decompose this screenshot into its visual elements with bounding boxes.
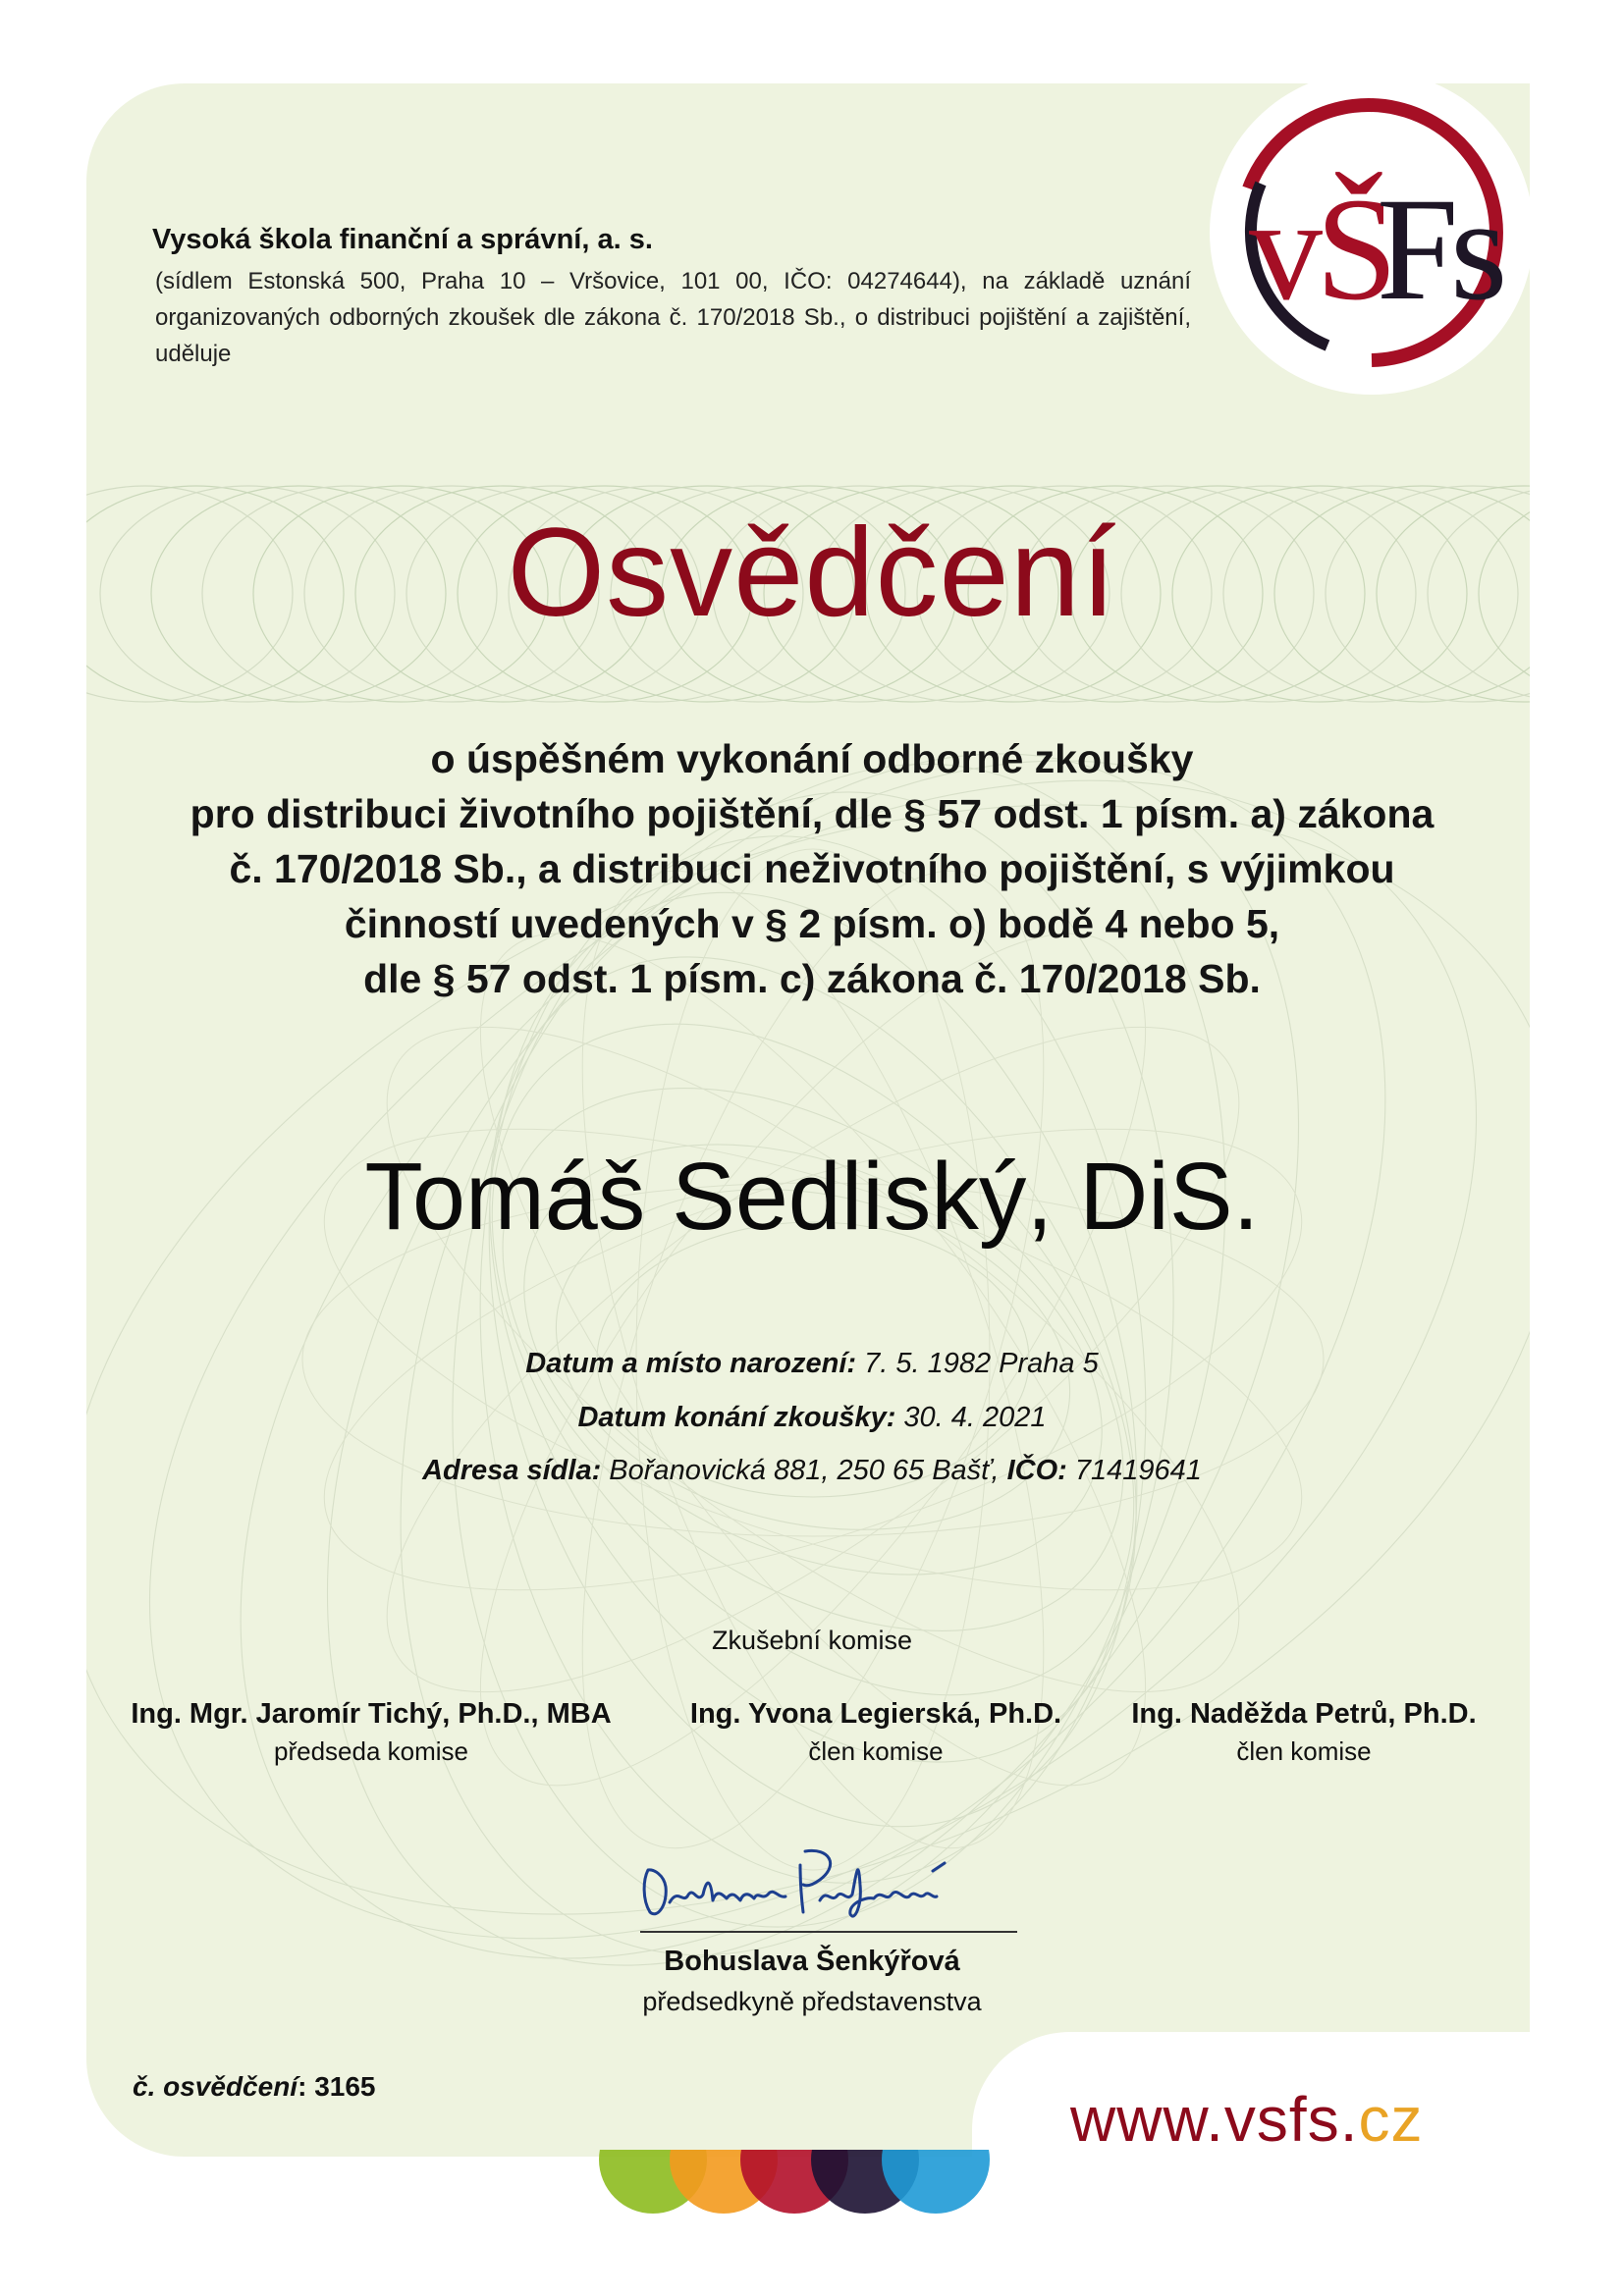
member-name: Ing. Yvona Legierská, Ph.D. — [689, 1698, 1062, 1730]
document-title: Osvědčení — [507, 503, 1117, 643]
website-link[interactable] — [1070, 2083, 1423, 2156]
committee-member — [1029, 1698, 1579, 1767]
member-role: člen komise — [808, 1736, 944, 1766]
birth-label: Datum a místo narození: — [525, 1348, 857, 1379]
decorative-dot — [882, 2150, 990, 2214]
address-label: Adresa sídla: — [422, 1455, 602, 1486]
website-tld: cz — [1358, 2084, 1424, 2155]
exam-detail — [0, 1402, 1624, 1434]
subtitle-line: pro distribuci životního pojištění, dle § 57 odst. 1 písm. a) zákona — [189, 791, 1435, 836]
svg-text:v: v — [1249, 168, 1323, 331]
certificate-number — [133, 2071, 376, 2103]
certificate-number-label: č. osvědčení — [133, 2071, 298, 2102]
member-role: člen komise — [1236, 1736, 1372, 1766]
certificate-subtitle — [39, 731, 1585, 1006]
member-name: Ing. Mgr. Jaromír Tichý, Ph.D., MBA — [131, 1698, 612, 1730]
exam-value: 30. 4. 2021 — [895, 1402, 1047, 1433]
svg-text:s: s — [1450, 168, 1508, 331]
issuer-name: Vysoká škola finanční a správní, a. s. — [152, 224, 653, 255]
birth-detail — [0, 1348, 1624, 1380]
birth-value: 7. 5. 1982 Praha 5 — [856, 1348, 1099, 1379]
issuer-description: (sídlem Estonská 500, Praha 10 – Vršovice, 101 00, IČO: 04274644), na základě uznání organizovaných odborných zkoušek dle zákona č. 170/2018 Sb., o distribuci pojištění a zajištění, uděluje — [155, 268, 1191, 367]
ico-value: 71419641 — [1066, 1455, 1202, 1486]
subtitle-line: o úspěšném vykonání odborné zkoušky — [430, 736, 1194, 781]
svg-text:Š: Š — [1316, 168, 1398, 331]
handwritten-signature — [628, 1826, 1021, 1934]
subtitle-line: č. 170/2018 Sb., a distribuci neživotního pojištění, s výjimkou — [229, 846, 1395, 891]
certificate-number-separator: : — [298, 2071, 315, 2102]
signature-line — [640, 1931, 1017, 1933]
certificate-number-value: 3165 — [314, 2071, 376, 2102]
vsfs-logo — [1210, 71, 1534, 395]
exam-label: Datum konání zkoušky: — [577, 1402, 896, 1433]
member-role: předseda komise — [274, 1736, 468, 1766]
signer-role: předsedkyně představenstva — [642, 1987, 982, 2016]
committee-member — [96, 1698, 646, 1767]
website-main: www.vsfs. — [1070, 2084, 1359, 2155]
subtitle-line: činností uvedených v § 2 písm. o) bodě 4 nebo 5, — [344, 901, 1280, 946]
committee-heading: Zkušební komise — [711, 1626, 913, 1655]
address-detail — [0, 1455, 1624, 1487]
website-panel — [972, 2032, 1624, 2296]
signer-name: Bohuslava Šenkýřová — [664, 1946, 960, 1977]
colored-dots-decoration — [599, 2150, 992, 2258]
address-value: Bořanovická 881, 250 65 Bašť, — [601, 1455, 1007, 1486]
svg-text:F: F — [1377, 168, 1459, 331]
ico-label: IČO: — [1006, 1455, 1067, 1486]
subtitle-line: dle § 57 odst. 1 písm. c) zákona č. 170/2018 Sb. — [363, 956, 1261, 1001]
recipient-name: Tomáš Sedliský, DiS. — [364, 1143, 1260, 1250]
member-name: Ing. Naděžda Petrů, Ph.D. — [1131, 1698, 1477, 1730]
